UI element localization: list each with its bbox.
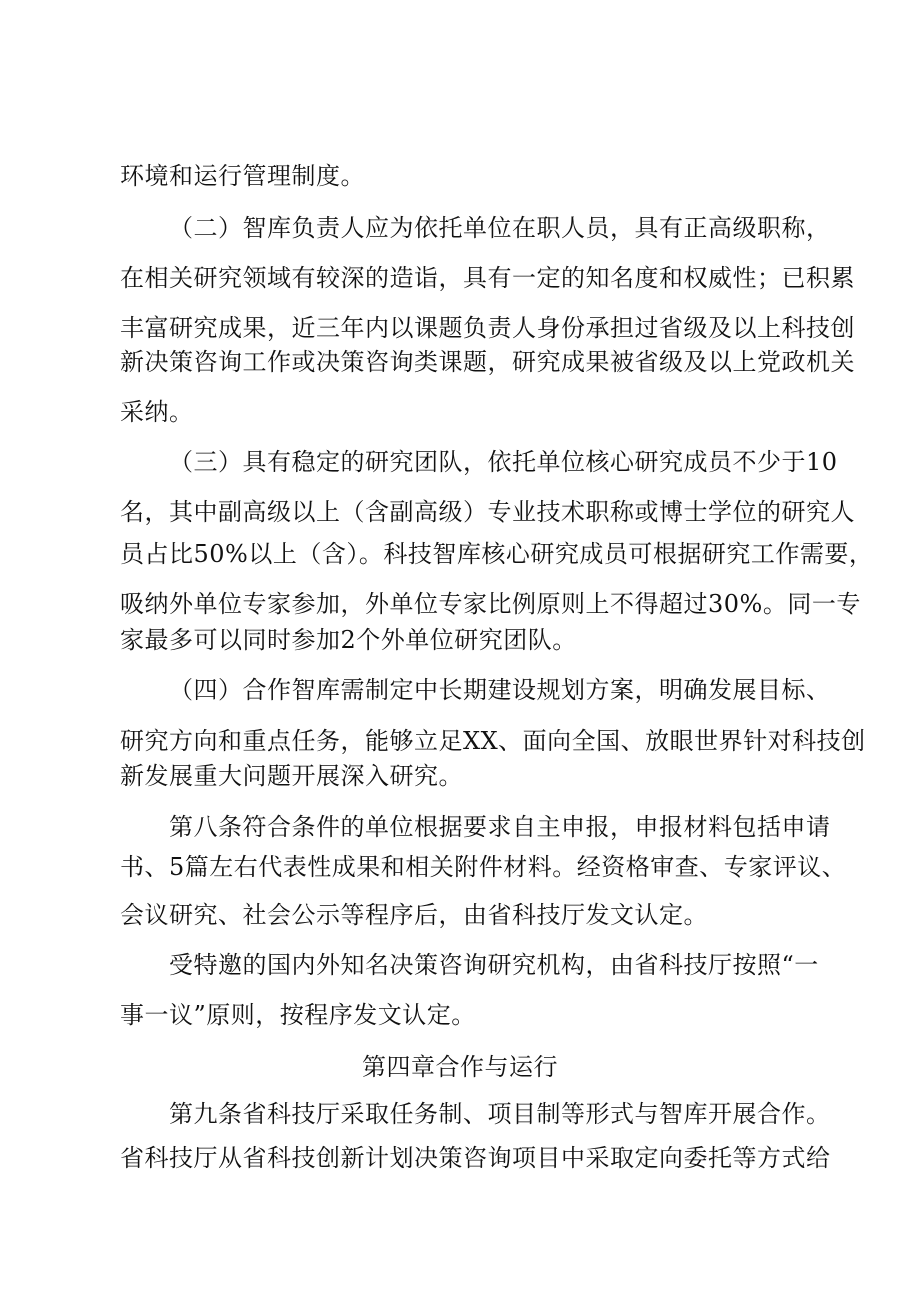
text-line-7: （三）具有稳定的研究团队，依托单位核心研究成员不少于10 [169, 448, 838, 476]
chapter-heading: 第四章合作与运行 [362, 1053, 558, 1081]
text-line-14: 新发展重大问题开展深入研究。 [120, 762, 463, 790]
text-line-2: （二）智库负责人应为依托单位在职人员，具有正高级职称， [169, 214, 831, 242]
text-line-21: 第九条省科技厅采取任务制、项目制等形式与智库开展合作。 [169, 1100, 831, 1128]
text-line-3: 在相关研究领域有较深的造诣，具有一定的知名度和权威性；已积累 [120, 264, 855, 292]
text-line-16: 书、5篇左右代表性成果和相关附件材料。经资格审查、专家评议、 [120, 853, 847, 881]
text-line-1: 环境和运行管理制度。 [120, 162, 365, 190]
text-line-15: 第八条符合条件的单位根据要求自主申报，申报材料包括申请 [169, 813, 831, 841]
text-line-10: 吸纳外单位专家参加，外单位专家比例原则上不得超过30%。同一专 [120, 590, 861, 618]
text-line-19: 事一议”原则，按程序发文认定。 [120, 1001, 476, 1029]
text-line-11: 家最多可以同时参加2个外单位研究团队。 [120, 626, 577, 654]
text-line-6: 采纳。 [120, 398, 194, 426]
text-line-12: （四）合作智库需制定中长期建设规划方案，明确发展目标、 [169, 676, 831, 704]
text-line-13: 研究方向和重点任务，能够立足XX、面向全国、放眼世界针对科技创 [120, 727, 866, 755]
text-line-8: 名，其中副高级以上（含副高级）专业技术职称或博士学位的研究人 [120, 498, 855, 526]
text-line-18: 受特邀的国内外知名决策咨询研究机构，由省科技厅按照“一 [169, 951, 819, 979]
text-line-4: 丰富研究成果，近三年内以课题负责人身份承担过省级及以上科技创 [120, 314, 855, 342]
text-line-17: 会议研究、社会公示等程序后，由省科技厅发文认定。 [120, 901, 708, 929]
text-line-5: 新决策咨询工作或决策咨询类课题，研究成果被省级及以上党政机关 [120, 348, 855, 376]
text-line-22: 省科技厅从省科技创新计划决策咨询项目中采取定向委托等方式给 [120, 1144, 831, 1172]
text-line-9: 员占比50%以上（含）。科技智库核心研究成员可根据研究工作需要， [120, 540, 874, 568]
